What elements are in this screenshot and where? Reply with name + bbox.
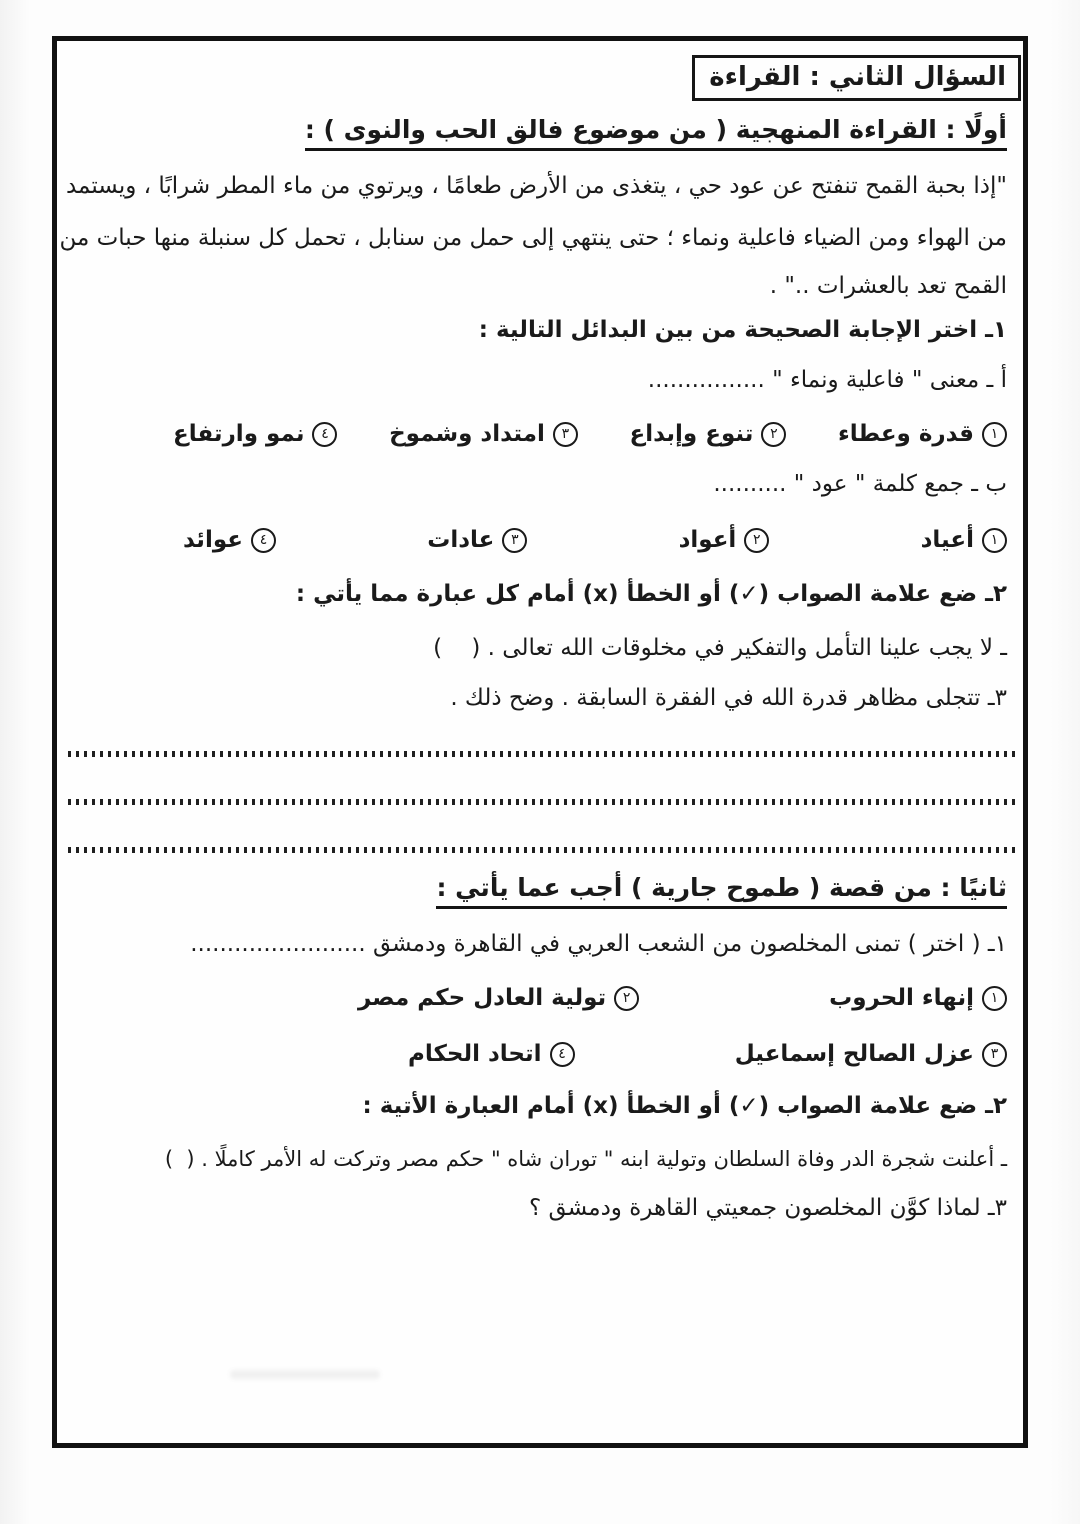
answer-dotted-line-2 [65, 799, 1015, 805]
question-header-box [692, 55, 1021, 101]
option-number-circle: ١ [982, 528, 1007, 553]
passage-line-3: القمح تعد بالعشرات .." . [769, 273, 1007, 299]
option-number-circle: ٤ [251, 528, 276, 553]
option-number-circle: ٢ [744, 528, 769, 553]
q1a-option-3 [389, 421, 578, 447]
s2-option-3 [735, 1041, 1007, 1067]
option-number-circle: ٣ [502, 528, 527, 553]
q1b-option-1 [921, 527, 1007, 553]
section2-q3-label: ٣ـ لماذا كوَّن المخلصون جمعيتي القاهرة ودمشق ؟ [529, 1195, 1007, 1221]
q1a-option-4 [173, 421, 337, 447]
s2-option-4 [408, 1041, 575, 1067]
section2-q1-label: ١ـ ( اختر ) تمنى المخلصون من الشعب العربي في القاهرة ودمشق ........................ [190, 931, 1007, 957]
option-label: عادات [427, 527, 495, 553]
option-label: إنهاء الحروب [829, 985, 974, 1011]
option-number-circle: ٤ [550, 1042, 575, 1067]
section2-heading: ثانيًا : من قصة ( طموح جارية ) أجب عما يأتي : [436, 873, 1007, 909]
section1-q1-label: ١ـ اختر الإجابة الصحيحة من بين البدائل التالية : [478, 317, 1007, 343]
option-number-circle: ٢ [614, 986, 639, 1011]
option-label: قدرة وعطاء [838, 421, 974, 447]
option-label: عوائد [183, 527, 243, 553]
q1a-option-2 [630, 421, 787, 447]
option-label: نمو وارتفاع [173, 421, 305, 447]
option-label: أعياد [920, 527, 974, 553]
section2-heading-row [73, 873, 1007, 909]
s2-options-row-1 [73, 985, 1007, 1011]
q1a-option-1 [838, 421, 1007, 447]
s2-options-row-2 [73, 1041, 1007, 1067]
option-number-circle: ٤ [312, 422, 337, 447]
option-number-circle: ١ [982, 422, 1007, 447]
header-title: السؤال الثاني : القراءة [709, 62, 1006, 92]
section1-q3-label: ٣ـ تتجلى مظاهر قدرة الله في الفقرة السابقة . وضح ذلك . [450, 685, 1007, 711]
option-number-circle: ٢ [761, 422, 786, 447]
section1-q2-statement: ـ لا يجب علينا التأمل والتفكير في مخلوقات الله تعالى . ( ) [433, 635, 1007, 661]
q1b-option-3 [427, 527, 527, 553]
section1-heading: أولًا : القراءة المنهجية ( من موضوع فالق الحب والنوى ) : [305, 115, 1007, 151]
s2-option-2 [358, 985, 639, 1011]
q1b-option-4 [183, 527, 276, 553]
section1-q1b-label: ب ـ جمع كلمة " عود " .......... [713, 471, 1007, 497]
page-border-frame [52, 36, 1028, 1448]
option-label: تنوع وإبداع [629, 421, 754, 447]
answer-dotted-line-1 [65, 751, 1015, 757]
q1b-option-2 [679, 527, 770, 553]
option-number-circle: ٣ [553, 422, 578, 447]
q1b-options-row [73, 527, 1007, 553]
passage-line-2: من الهواء ومن الضياء فاعلية ونماء ؛ حتى ينتهي إلى حمل من سنابل ، تحمل كل سنبلة منها حبات من [59, 225, 1007, 251]
passage-line-1: "إذا بحبة القمح تنفتح عن عود حي ، يتغذى من الأرض طعامًا ، ويرتوي من ماء المطر شرابًا ، ويستمد [65, 173, 1007, 199]
section1-q2-label: ٢ـ ضع علامة الصواب (✓) أو الخطأ (x) أمام كل عبارة مما يأتي : [295, 581, 1007, 607]
option-label: تولية العادل حكم مصر [358, 985, 607, 1011]
option-label: امتداد وشموخ [389, 421, 545, 447]
scan-smudge [230, 1370, 380, 1379]
section2-q2-statement: ـ أعلنت شجرة الدر وفاة السلطان وتولية ابنه " توران شاه " حكم مصر وتركت له الأمر كاملًا . ( ) [164, 1147, 1007, 1171]
section1-heading-row [73, 115, 1007, 151]
option-number-circle: ٣ [982, 1042, 1007, 1067]
option-label: أعواد [678, 527, 737, 553]
q1a-options-row [73, 421, 1007, 447]
option-label: اتحاد الحكام [408, 1041, 542, 1067]
option-number-circle: ١ [982, 986, 1007, 1011]
s2-option-1 [829, 985, 1007, 1011]
option-label: عزل الصالح إسماعيل [734, 1041, 974, 1067]
answer-dotted-line-3 [65, 847, 1015, 853]
section2-q2-label: ٢ـ ضع علامة الصواب (✓) أو الخطأ (x) أمام العبارة الأتية : [362, 1093, 1007, 1119]
section1-q1a-label: أ ـ معنى " فاعلية ونماء " ................ [647, 367, 1007, 393]
